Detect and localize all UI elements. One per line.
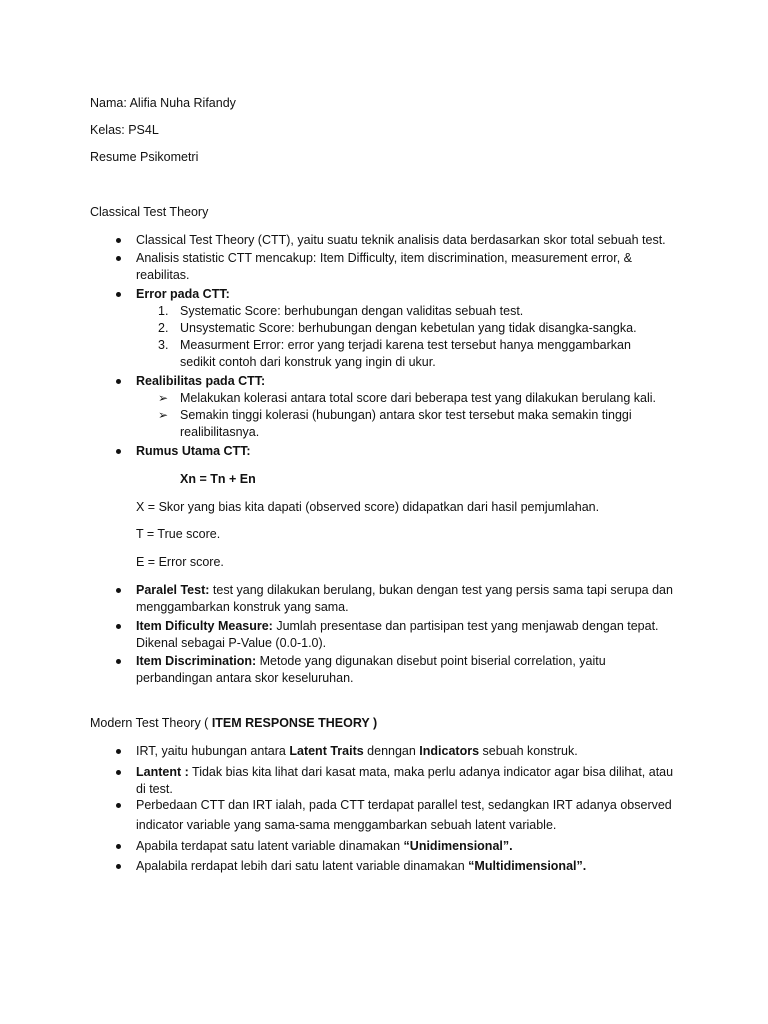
ctt-bullet-1: Classical Test Theory (CTT), yaitu suatu teknik analisis data berdasarkan skor total sebuah test. bbox=[136, 233, 666, 247]
term-text: Tidak bias kita lihat dari kasat mata, maka perlu adanya indicator agar bisa dilihat, atau bbox=[188, 765, 674, 779]
bullet-icon bbox=[116, 238, 121, 243]
ctt-bullet-8-line-2: perbandingan antara skor keseluruhan. bbox=[136, 671, 354, 685]
text-part: Apalabila rerdapat lebih dari satu latent variable dinamakan bbox=[136, 859, 469, 873]
error-item-3-line-1: Measurment Error: error yang terjadi karena test tersebut hanya menggambarkan bbox=[180, 338, 631, 352]
mtt-bullet-2-line-2: di test. bbox=[136, 782, 173, 796]
mtt-bullet-1 bbox=[136, 743, 578, 759]
mtt-bullet-3-line-1: Perbedaan CTT dan IRT ialah, pada CTT terdapat parallel test, sedangkan IRT adanya observed bbox=[136, 798, 672, 812]
text-part: IRT, yaitu hubungan antara bbox=[136, 744, 290, 758]
bullet-icon bbox=[116, 659, 121, 664]
ctt-bullet-2-line-1: Analisis statistic CTT mencakup: Item Difficulty, item discrimination, measurement error, & bbox=[136, 251, 632, 265]
list-number: 3. bbox=[158, 338, 169, 352]
bullet-icon bbox=[116, 803, 121, 808]
ctt-bullet-4: Realibilitas pada CTT: bbox=[136, 374, 266, 388]
arrow-bullet-icon: ➢ bbox=[158, 391, 169, 405]
term-text: Metode yang digunakan disebut point biserial correlation, yaitu bbox=[256, 654, 606, 668]
text-part: denngan bbox=[363, 744, 420, 758]
bullet-icon bbox=[116, 588, 121, 593]
bullet-icon bbox=[116, 379, 121, 384]
reliability-item-2-line-2: realibilitasnya. bbox=[180, 425, 260, 439]
error-item-1: Systematic Score: berhubungan dengan validitas sebuah test. bbox=[180, 304, 524, 318]
ctt-bullet-5: Rumus Utama CTT: bbox=[136, 444, 251, 458]
ctt-bullet-2-line-2: reabilitas. bbox=[136, 268, 190, 282]
bullet-icon bbox=[116, 292, 121, 297]
bullet-icon bbox=[116, 449, 121, 454]
mtt-bullet-5 bbox=[136, 858, 586, 874]
bold-term: Indicators bbox=[419, 744, 480, 758]
document-title: Resume Psikometri bbox=[90, 150, 199, 164]
student-class: Kelas: PS4L bbox=[90, 123, 159, 137]
section-heading-ctt: Classical Test Theory bbox=[90, 205, 209, 219]
mtt-bullet-3-line-2: indicator variable yang sama-sama menggambarkan sebuah latent variable. bbox=[136, 818, 557, 832]
list-number: 1. bbox=[158, 304, 169, 318]
list-number: 2. bbox=[158, 321, 169, 335]
formula-t-definition: T = True score. bbox=[136, 527, 221, 541]
mtt-bullet-2-line-1 bbox=[136, 764, 673, 780]
reliability-item-1: Melakukan kolerasi antara total score dari beberapa test yang dilakukan berulang kali. bbox=[180, 391, 656, 405]
bold-term: Latent Traits bbox=[289, 744, 364, 758]
formula-x-definition: X = Skor yang bias kita dapati (observed score) didapatkan dari hasil pemjumlahan. bbox=[136, 500, 600, 514]
error-item-2: Unsystematic Score: berhubungan dengan kebetulan yang tidak disangka-sangka. bbox=[180, 321, 637, 335]
ctt-bullet-6-line-2: menggambarkan konstruk yang sama. bbox=[136, 600, 349, 614]
bullet-icon bbox=[116, 864, 121, 869]
formula: Xn = Tn + En bbox=[180, 472, 256, 486]
text-part: Apabila terdapat satu latent variable dinamakan bbox=[136, 839, 404, 853]
section-heading-mtt bbox=[90, 715, 377, 731]
formula-e-definition: E = Error score. bbox=[136, 555, 224, 569]
text-part: sebuah konstruk. bbox=[479, 744, 578, 758]
reliability-item-2-line-1: Semakin tinggi kolerasi (hubungan) antara skor test tersebut maka semakin tinggi bbox=[180, 408, 632, 422]
term-text: Jumlah presentase dan partisipan test yang menjawab dengan tepat. bbox=[272, 619, 659, 633]
error-item-3-line-2: sedikit contoh dari konstruk yang ingin di ukur. bbox=[180, 355, 436, 369]
bullet-icon bbox=[116, 844, 121, 849]
term-label: Item Discrimination: bbox=[136, 654, 257, 668]
ctt-bullet-8-line-1 bbox=[136, 653, 606, 669]
term-text: test yang dilakukan berulang, bukan dengan test yang persis sama tapi serupa dan bbox=[209, 583, 673, 597]
bullet-icon bbox=[116, 749, 121, 754]
term-label: Lantent : bbox=[136, 765, 189, 779]
term-label: Item Dificulty Measure: bbox=[136, 619, 273, 633]
bold-term: “Multidimensional”. bbox=[468, 859, 587, 873]
student-name: Nama: Alifia Nuha Rifandy bbox=[90, 96, 236, 110]
ctt-bullet-6-line-1 bbox=[136, 582, 673, 598]
term-label: Paralel Test: bbox=[136, 583, 210, 597]
bullet-icon bbox=[116, 256, 121, 261]
ctt-bullet-3: Error pada CTT: bbox=[136, 287, 230, 301]
bullet-icon bbox=[116, 770, 121, 775]
heading-bold-part: ITEM RESPONSE THEORY ) bbox=[211, 716, 378, 730]
bold-term: “Unidimensional”. bbox=[403, 839, 513, 853]
mtt-bullet-4 bbox=[136, 838, 513, 854]
ctt-bullet-7-line-2: Dikenal sebagai P-Value (0.0-1.0). bbox=[136, 636, 327, 650]
ctt-bullet-7-line-1 bbox=[136, 618, 659, 634]
arrow-bullet-icon: ➢ bbox=[158, 408, 169, 422]
bullet-icon bbox=[116, 624, 121, 629]
heading-part: Modern Test Theory ( bbox=[90, 716, 212, 730]
